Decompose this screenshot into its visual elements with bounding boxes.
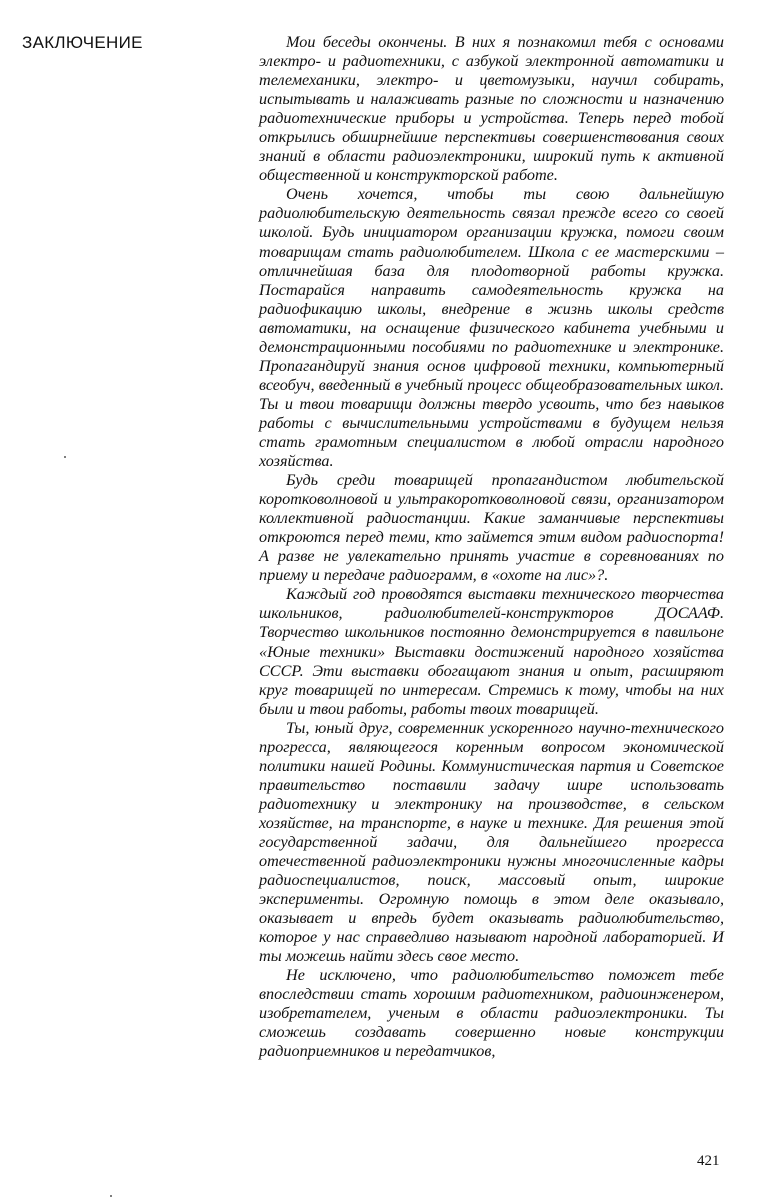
scan-speck: [64, 456, 66, 458]
chapter-heading: ЗАКЛЮЧЕНИЕ: [22, 33, 143, 52]
paragraph-6: Не исключено, что радиолюбительство поможет тебе впоследствии стать хорошим радиотехником, радиоинженером, изобретателем, ученым в области радиоэлектроники. Ты сможешь создавать совершенно новые конструкции радиоприемников и передатчиков,: [259, 966, 724, 1061]
text-column: [259, 33, 724, 1062]
paragraph-4: Каждый год проводятся выставки технического творчества школьников, радиолюбителей-конструкторов ДОСААФ. Творчество школьников постоянно демонстрируется в павильоне «Юные техники» Выставки достижений народного хозяйства СССР. Эти выставки обогащают знания и опыт, расширяют круг товарищей по интересам. Стремись к тому, чтобы на них были и твои работы, работы твоих товарищей.: [259, 585, 724, 718]
paragraph-1: Мои беседы окончены. В них я познакомил тебя с основами электро- и радиотехники, с азбукой электронной автоматики и телемеханики, электро- и цветомузыки, научил собирать, испытывать и налаживать разные по сложности и назначению радиотехнические приборы и устройства. Теперь перед тобой открылись обширнейшие перспективы совершенствования своих знаний в области радиоэлектроники, широкий путь к активной общественной и конструкторской работе.: [259, 33, 724, 185]
paragraph-2: Очень хочется, чтобы ты свою дальнейшую радиолюбительскую деятельность связал прежде всего со своей школой. Будь инициатором организации кружка, помоги своим товарищам стать радиолюбителем. Школа с ее мастерскими – отличнейшая база для плодотворной работы кружка. Постарайся направить самодеятельность кружка на радиофикацию школы, внедрение в жизнь школы средств автоматики, на оснащение физического кабинета учебными и демонстрационными пособиями по радиотехнике и электронике. Пропагандируй знания основ цифровой техники, компьютерный всеобуч, введенный в учебный процесс общеобразовательных школ. Ты и твои товарищи должны твердо усвоить, что без навыков работы с вычислительными устройствами в будущем нельзя стать грамотным специалистом в любой отрасли народного хозяйства.: [259, 185, 724, 471]
paragraph-3: Будь среди товарищей пропагандистом любительской коротковолновой и ультракоротковолновой связи, организатором коллективной радиостанции. Какие заманчивые перспективы откроются перед теми, кто займется этим видом радиоспорта! А разве не увлекательно принять участие в соревнованиях по приему и передаче радиограмм, в «охоте на лис»?.: [259, 471, 724, 585]
scan-speck: [110, 1195, 112, 1197]
paragraph-5: Ты, юный друг, современник ускоренного научно-технического прогресса, являющегося коренным вопросом экономической политики нашей Родины. Коммунистическая партия и Советское правительство поставили задачу шире использовать радиотехнику и электронику на производстве, в сельском хозяйстве, на транспорте, в науке и технике. Для решения этой государственной задачи, для дальнейшего прогресса отечественной радиоэлектроники нужны многочисленные кадры радиоспециалистов, поиск, массовый опыт, широкие эксперименты. Огромную помощь в этом деле оказывало, оказывает и впредь будет оказывать радиолюбительство, которое у нас справедливо называют народной лабораторией. И ты можешь найти здесь свое место.: [259, 718, 724, 966]
page-number: 421: [697, 1153, 720, 1169]
